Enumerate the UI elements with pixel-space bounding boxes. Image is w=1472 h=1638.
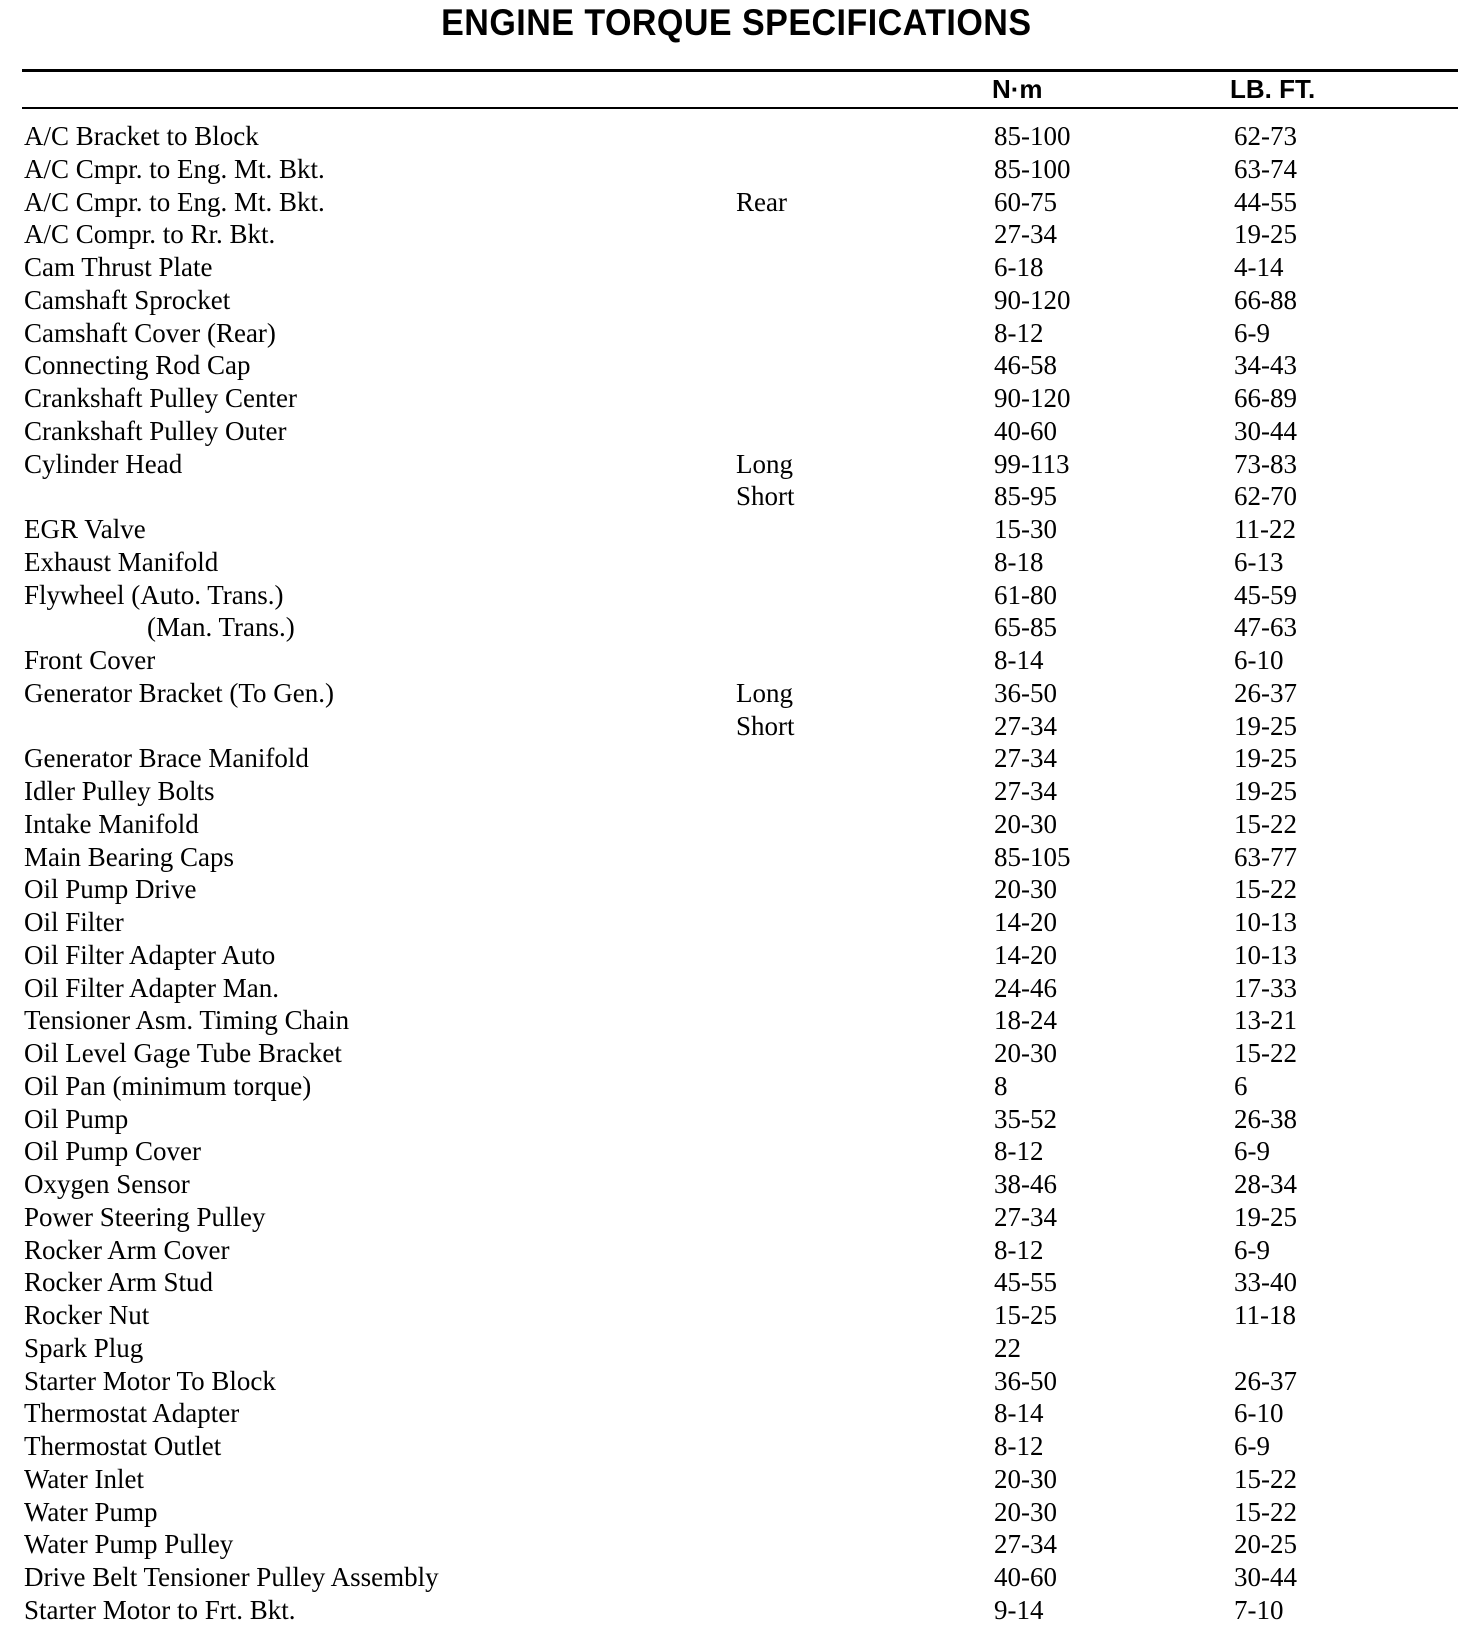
table-row [0,153,1472,186]
torque-lbft: 6 [1234,1070,1248,1101]
component-name: Camshaft Cover (Rear) [24,317,276,348]
component-name: A/C Bracket to Block [24,121,259,151]
torque-nm: 20-30 [994,808,1057,839]
torque-lbft: 6-9 [1234,1431,1270,1461]
torque-nm: 27-34 [994,776,1057,806]
table-row [0,1103,1472,1136]
component-name: Oil Filter [24,907,124,937]
torque-lbft: 17-33 [1234,972,1297,1003]
torque-lbft: 15-22 [1234,1463,1297,1494]
torque-lbft: 66-88 [1234,284,1297,315]
table-row [0,1004,1472,1037]
component-name: Oil Filter Adapter Man. [24,972,279,1003]
torque-nm: 40-60 [994,1562,1057,1592]
torque-lbft: 63-74 [1234,153,1297,184]
table-row [0,1332,1472,1365]
component-name: Flywheel (Auto. Trans.) [24,579,284,610]
table-row [0,1528,1472,1561]
torque-lbft: 34-43 [1234,350,1297,381]
table-row [0,841,1472,874]
torque-nm: 61-80 [994,579,1057,610]
table-row [0,480,1472,513]
torque-lbft: 6-9 [1234,1234,1270,1265]
component-name: Rocker Nut [24,1300,150,1330]
torque-lbft: 33-40 [1234,1267,1297,1298]
table-row [0,579,1472,612]
torque-lbft: 20-25 [1234,1529,1297,1560]
torque-nm: 6-18 [994,252,1044,282]
table-row [0,1561,1472,1594]
component-note: Short [736,710,795,741]
torque-nm: 20-30 [994,1496,1057,1527]
table-row [0,742,1472,775]
torque-lbft: 47-63 [1234,612,1297,643]
table-row [0,1496,1472,1529]
table-row [0,873,1472,906]
component-name: EGR Valve [24,514,146,544]
column-header-nm: N·m [992,74,1043,104]
torque-lbft: 10-13 [1234,907,1297,937]
component-name: Water Pump [24,1496,158,1527]
table-row [0,710,1472,743]
table-row [0,677,1472,710]
table-row [0,546,1472,579]
table-row [0,939,1472,972]
torque-lbft: 19-25 [1234,219,1297,250]
table-row [0,186,1472,219]
component-name: Rocker Arm Cover [24,1234,230,1265]
component-name: Idler Pulley Bolts [24,776,215,806]
torque-lbft: 6-10 [1234,1398,1284,1429]
torque-lbft: 66-89 [1234,383,1297,413]
component-name: Power Steering Pulley [24,1201,266,1232]
torque-nm: 8-14 [994,645,1044,675]
torque-lbft: 15-22 [1234,1038,1297,1068]
torque-nm: 38-46 [994,1169,1057,1199]
torque-lbft: 28-34 [1234,1169,1297,1199]
torque-lbft: 19-25 [1234,710,1297,741]
component-name: Oil Filter Adapter Auto [24,939,276,970]
table-row [0,1365,1472,1398]
torque-lbft: 45-59 [1234,579,1297,610]
torque-nm: 36-50 [994,1365,1057,1396]
torque-nm: 14-20 [994,907,1057,937]
torque-nm: 9-14 [994,1594,1044,1625]
component-name: Cam Thrust Plate [24,252,213,282]
table-row [0,1037,1472,1070]
component-name: Crankshaft Pulley Outer [24,415,287,446]
torque-nm: 20-30 [994,1463,1057,1494]
component-name: Oil Pan (minimum torque) [24,1070,312,1101]
component-name: Thermostat Adapter [24,1398,240,1429]
table-row [0,644,1472,677]
torque-lbft: 7-10 [1234,1594,1284,1625]
torque-nm: 8 [994,1070,1008,1101]
table-row [0,1070,1472,1103]
torque-lbft: 6-9 [1234,1136,1270,1167]
torque-lbft: 19-25 [1234,1201,1297,1232]
table-row [0,120,1472,153]
table-row [0,808,1472,841]
table-row [0,611,1472,644]
torque-nm: 65-85 [994,612,1057,643]
component-name: Oxygen Sensor [24,1169,190,1199]
torque-nm: 8-12 [994,1136,1044,1167]
component-name: Drive Belt Tensioner Pulley Assembly [24,1562,439,1592]
component-name: Water Inlet [24,1463,145,1494]
component-name: A/C Compr. to Rr. Bkt. [24,219,276,250]
torque-lbft: 11-22 [1234,514,1296,544]
torque-lbft: 26-37 [1234,677,1297,708]
torque-nm: 45-55 [994,1267,1057,1298]
torque-nm: 60-75 [994,186,1057,217]
torque-lbft: 30-44 [1234,415,1297,446]
torque-nm: 85-100 [994,153,1071,184]
component-name: Exhaust Manifold [24,546,219,577]
torque-nm: 85-95 [994,481,1057,512]
component-name: Water Pump Pulley [24,1529,234,1560]
component-name: Starter Motor To Block [24,1365,276,1396]
component-note: Long [736,448,793,479]
torque-nm: 8-18 [994,546,1044,577]
component-name: Tensioner Asm. Timing Chain [24,1005,350,1036]
component-name: Connecting Rod Cap [24,350,251,381]
component-note: Long [736,677,793,708]
torque-lbft: 11-18 [1234,1300,1296,1330]
component-name: Front Cover [24,645,156,675]
torque-lbft: 10-13 [1234,939,1297,970]
table-row [0,972,1472,1005]
torque-lbft: 13-21 [1234,1005,1297,1036]
component-name: A/C Cmpr. to Eng. Mt. Bkt. [24,186,325,217]
header-rule [22,107,1458,109]
torque-lbft: 62-73 [1234,121,1297,151]
torque-nm: 36-50 [994,677,1057,708]
component-name: A/C Cmpr. to Eng. Mt. Bkt. [24,153,325,184]
table-row [0,775,1472,808]
torque-nm: 46-58 [994,350,1057,381]
component-name: Thermostat Outlet [24,1431,222,1461]
torque-nm: 24-46 [994,972,1057,1003]
component-name: Generator Bracket (To Gen.) [24,677,334,708]
table-row [0,448,1472,481]
component-name: Intake Manifold [24,808,199,839]
torque-nm: 22 [994,1332,1021,1363]
torque-nm: 99-113 [994,448,1070,479]
table-row [0,251,1472,284]
torque-lbft: 19-25 [1234,776,1297,806]
torque-lbft: 4-14 [1234,252,1284,282]
title-rule [22,69,1458,72]
component-name: Generator Brace Manifold [24,743,309,774]
torque-lbft: 15-22 [1234,874,1297,905]
torque-lbft: 63-77 [1234,841,1297,872]
torque-nm: 40-60 [994,415,1057,446]
torque-lbft: 30-44 [1234,1562,1297,1592]
table-row [0,415,1472,448]
torque-nm: 8-12 [994,1234,1044,1265]
torque-nm: 14-20 [994,939,1057,970]
column-header-lbft: LB. FT. [1230,74,1316,104]
torque-lbft: 6-9 [1234,317,1270,348]
torque-nm: 20-30 [994,874,1057,905]
torque-lbft: 6-13 [1234,546,1284,577]
component-name: Main Bearing Caps [24,841,234,872]
torque-lbft: 62-70 [1234,481,1297,512]
torque-nm: 85-100 [994,121,1071,151]
torque-nm: 85-105 [994,841,1071,872]
table-row [0,513,1472,546]
table-row [0,1463,1472,1496]
torque-nm: 15-30 [994,514,1057,544]
torque-lbft: 26-37 [1234,1365,1297,1396]
torque-nm: 8-12 [994,317,1044,348]
spec-table [0,120,1472,1627]
table-row [0,1168,1472,1201]
torque-lbft: 19-25 [1234,743,1297,774]
component-name: Crankshaft Pulley Center [24,383,297,413]
table-row [0,906,1472,939]
table-row [0,1201,1472,1234]
torque-nm: 90-120 [994,383,1071,413]
torque-lbft: 15-22 [1234,808,1297,839]
torque-nm: 90-120 [994,284,1071,315]
torque-lbft: 26-38 [1234,1103,1297,1134]
table-row [0,1430,1472,1463]
table-row [0,218,1472,251]
table-row [0,317,1472,350]
torque-nm: 15-25 [994,1300,1057,1330]
page-title: ENGINE TORQUE SPECIFICATIONS [441,2,1032,43]
torque-nm: 27-34 [994,743,1057,774]
torque-lbft: 6-10 [1234,645,1284,675]
component-name: Oil Pump Cover [24,1136,202,1167]
torque-nm: 27-34 [994,710,1057,741]
torque-nm: 20-30 [994,1038,1057,1068]
table-row [0,1266,1472,1299]
table-row [0,1135,1472,1168]
table-row [0,382,1472,415]
torque-nm: 35-52 [994,1103,1057,1134]
table-row [0,1397,1472,1430]
component-note: Short [736,481,795,512]
torque-lbft: 15-22 [1234,1496,1297,1527]
component-name: Camshaft Sprocket [24,284,231,315]
component-name: Spark Plug [24,1332,144,1363]
table-row [0,284,1472,317]
component-name: Oil Pump [24,1103,129,1134]
component-name: Starter Motor to Frt. Bkt. [24,1594,296,1625]
torque-nm: 27-34 [994,219,1057,250]
table-row [0,1234,1472,1267]
table-row [0,1594,1472,1627]
torque-nm: 8-14 [994,1398,1044,1429]
torque-lbft: 44-55 [1234,186,1297,217]
table-row [0,349,1472,382]
component-name: Oil Pump Drive [24,874,197,905]
component-name: Rocker Arm Stud [24,1267,213,1298]
component-name: Oil Level Gage Tube Bracket [24,1038,342,1068]
component-name: Cylinder Head [24,448,183,479]
table-row [0,1299,1472,1332]
torque-lbft: 73-83 [1234,448,1297,479]
component-name: (Man. Trans.) [147,612,295,643]
torque-nm: 8-12 [994,1431,1044,1461]
component-note: Rear [736,186,787,217]
torque-nm: 27-34 [994,1201,1057,1232]
torque-nm: 18-24 [994,1005,1057,1036]
torque-nm: 27-34 [994,1529,1057,1560]
